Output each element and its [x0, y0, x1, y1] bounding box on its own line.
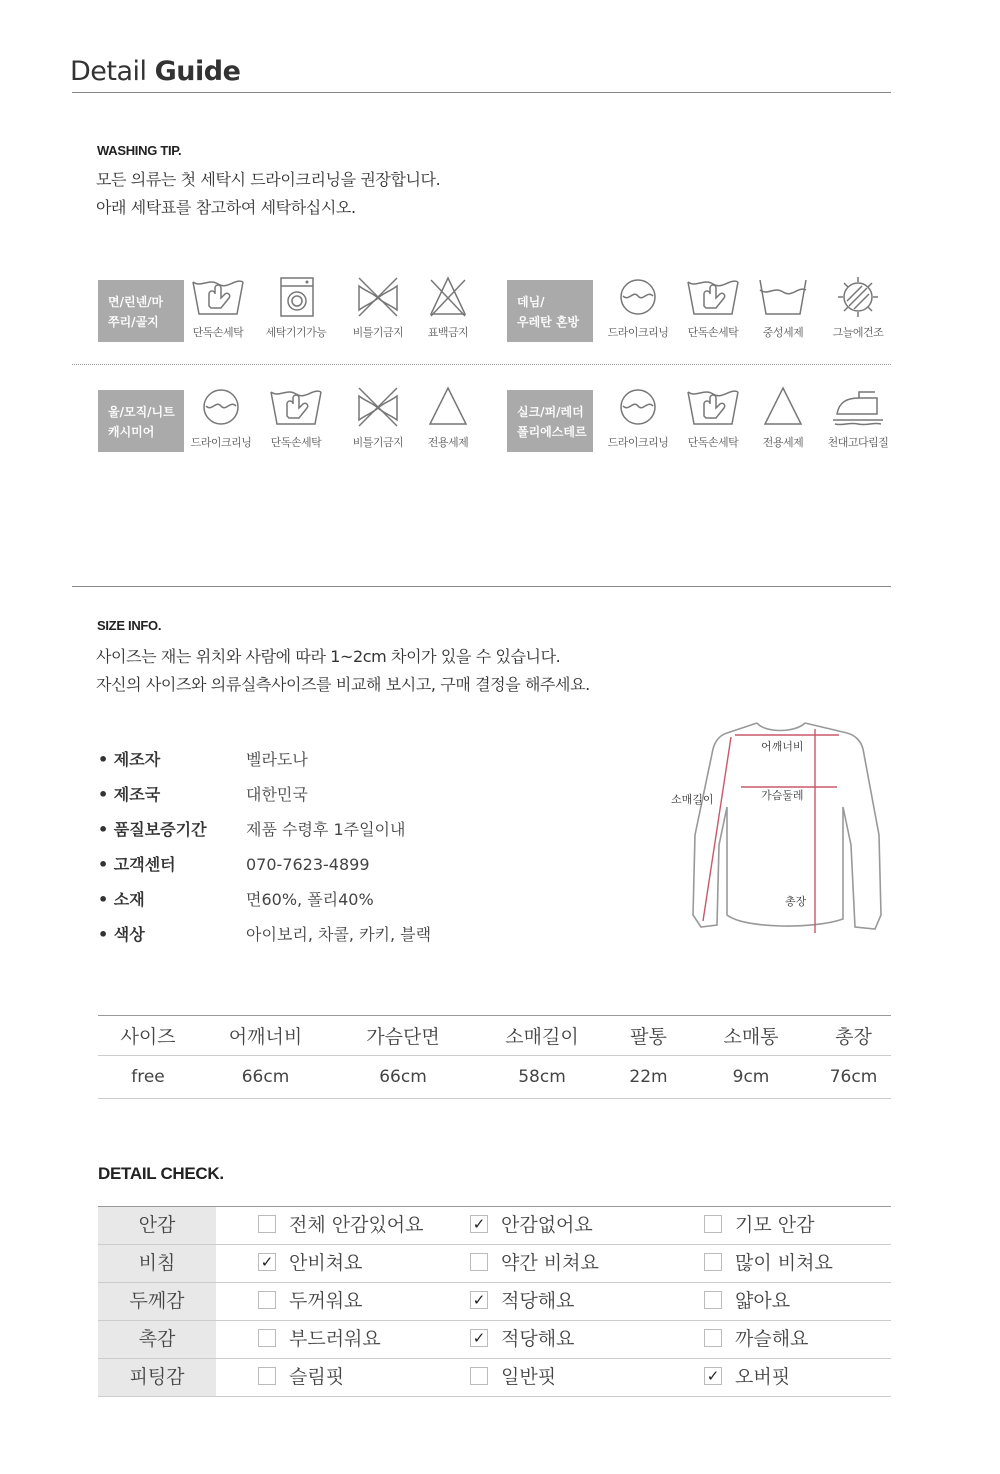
care-symbol [600, 386, 676, 450]
size-table [98, 1015, 891, 1099]
info-row [98, 917, 598, 952]
size-info-text [96, 643, 590, 699]
no-wring-icon [340, 386, 416, 428]
care-symbol-label: 전용세제 [427, 436, 469, 449]
iron-cloth-icon [820, 386, 896, 428]
info-value: 대한민국 [246, 785, 308, 804]
size-col-header: 소매길이 [473, 1016, 611, 1056]
info-row [98, 777, 598, 812]
care-symbol [258, 386, 334, 450]
page-title [70, 56, 240, 87]
checkbox-icon[interactable] [470, 1253, 488, 1271]
check-option-label: 안비쳐요 [289, 1252, 363, 1274]
dry-clean-icon [600, 276, 676, 318]
care-symbol-label: 전용세제 [762, 436, 804, 449]
care-symbol [820, 276, 896, 340]
check-option-label: 전체 안감있어요 [289, 1214, 424, 1236]
check-option[interactable] [704, 1245, 833, 1282]
care-symbol-label: 단독손세탁 [687, 436, 739, 449]
size-cell: free [98, 1056, 198, 1099]
no-bleach-icon [410, 276, 486, 318]
care-symbol-label: 천대고다림질 [827, 436, 889, 449]
check-option[interactable] [258, 1283, 362, 1320]
divider [72, 92, 891, 93]
size-cell: 66cm [198, 1056, 333, 1099]
info-value: 070-7623-4899 [246, 855, 370, 874]
check-row-head: 비침 [98, 1245, 216, 1282]
check-option-label: 얇아요 [735, 1290, 791, 1312]
check-option-label: 적당해요 [501, 1328, 575, 1350]
care-symbol [820, 386, 896, 450]
check-row [98, 1321, 891, 1359]
checkbox-icon[interactable] [258, 1215, 276, 1233]
checkbox-icon[interactable] [258, 1367, 276, 1385]
category-line: 실크/퍼/레더 [517, 405, 584, 419]
care-symbol-label: 그늘에건조 [832, 326, 884, 339]
check-option[interactable] [470, 1321, 574, 1358]
care-symbol [675, 386, 751, 450]
info-key: • 품질보증기간 [98, 820, 207, 839]
check-option[interactable] [470, 1359, 556, 1396]
checkbox-icon[interactable] [470, 1367, 488, 1385]
care-symbol-label: 드라이크리닝 [190, 436, 252, 449]
hand-wash-icon [180, 276, 256, 318]
category-line: 쭈리/골지 [108, 315, 159, 329]
category-line: 울/모직/니트 [108, 405, 175, 419]
check-row-head: 두께감 [98, 1283, 216, 1320]
size-col-header: 사이즈 [98, 1016, 198, 1056]
category-line: 면/린넨/마 [108, 295, 164, 309]
checked-box-icon[interactable]: ✓ [470, 1215, 488, 1233]
checked-box-icon[interactable]: ✓ [470, 1291, 488, 1309]
check-option[interactable] [470, 1283, 574, 1320]
size-cell: 22m [611, 1056, 686, 1099]
checkbox-icon[interactable] [258, 1329, 276, 1347]
check-option[interactable] [258, 1359, 344, 1396]
care-symbol-label: 표백금지 [427, 326, 469, 339]
divider [72, 586, 891, 587]
shoulder-label: 어깨너비 [761, 740, 804, 753]
info-key: • 색상 [98, 925, 145, 944]
checkbox-icon[interactable] [704, 1291, 722, 1309]
category-line: 캐시미어 [108, 425, 155, 439]
washing-tip-text [96, 166, 440, 222]
size-cell: 66cm [333, 1056, 473, 1099]
triangle-icon [745, 386, 821, 428]
check-option-label: 부드러워요 [289, 1328, 381, 1350]
hand-wash-icon [258, 386, 334, 428]
washing-tip-label: WASHING TIP. [97, 143, 182, 158]
fabric-category [98, 280, 184, 342]
care-symbol-label: 단독손세탁 [687, 326, 739, 339]
no-wring-icon [340, 276, 416, 318]
title-light: Detail [70, 56, 147, 87]
care-symbol-label: 비틀기금지 [352, 326, 404, 339]
washing-line-2: 아래 세탁표를 참고하여 세탁하십시오. [96, 198, 356, 217]
care-symbol [180, 276, 256, 340]
fabric-category [507, 390, 593, 452]
care-symbol [675, 276, 751, 340]
check-row-head: 촉감 [98, 1321, 216, 1358]
checked-box-icon[interactable]: ✓ [704, 1367, 722, 1385]
size-cell: 58cm [473, 1056, 611, 1099]
care-symbol [410, 276, 486, 340]
checked-box-icon[interactable]: ✓ [470, 1329, 488, 1347]
checkbox-icon[interactable] [258, 1291, 276, 1309]
size-col-header: 팔통 [611, 1016, 686, 1056]
check-option[interactable] [704, 1283, 790, 1320]
size-cell: 9cm [686, 1056, 816, 1099]
category-line: 폴리에스테르 [517, 425, 587, 439]
info-value: 면60%, 폴리40% [246, 890, 374, 909]
info-key: • 소재 [98, 890, 145, 909]
size-table-header [98, 1016, 891, 1056]
care-symbol [340, 386, 416, 450]
care-symbol-label: 드라이크리닝 [607, 436, 669, 449]
info-row [98, 847, 598, 882]
size-col-header: 소매통 [686, 1016, 816, 1056]
info-key: • 고객센터 [98, 855, 176, 874]
size-col-header: 가슴단면 [333, 1016, 473, 1056]
washing-machine-icon [258, 276, 334, 318]
neutral-detergent-icon [745, 276, 821, 318]
neckline-shape [757, 723, 805, 731]
title-bold: Guide [154, 56, 241, 87]
care-symbol-label: 비틀기금지 [352, 436, 404, 449]
fabric-category [507, 280, 593, 342]
check-option[interactable] [704, 1207, 814, 1244]
size-col-header: 어깨너비 [198, 1016, 333, 1056]
length-label: 총장 [785, 895, 807, 908]
chest-label: 가슴둘레 [761, 789, 804, 802]
check-option-label: 까슬해요 [735, 1328, 809, 1350]
care-symbol-label: 단독손세탁 [270, 436, 322, 449]
size-col-header: 총장 [816, 1016, 891, 1056]
care-symbol [183, 386, 259, 450]
care-symbol-label: 드라이크리닝 [607, 326, 669, 339]
size-line-1: 사이즈는 재는 위치와 사람에 따라 1~2cm 차이가 있을 수 있습니다. [96, 647, 561, 666]
size-cell: 76cm [816, 1056, 891, 1099]
check-option-label: 많이 비쳐요 [735, 1252, 833, 1274]
category-line: 데님/ [517, 295, 545, 309]
table-row [98, 1056, 891, 1099]
care-symbol-label: 중성세제 [762, 326, 804, 339]
info-value: 벨라도나 [246, 750, 308, 769]
size-line-2: 자신의 사이즈와 의류실측사이즈를 비교해 보시고, 구매 결정을 해주세요. [96, 675, 590, 694]
washing-line-1: 모든 의류는 첫 세탁시 드라이크리닝을 권장합니다. [96, 170, 441, 189]
dry-clean-icon [600, 386, 676, 428]
hand-wash-icon [675, 386, 751, 428]
check-option-label: 약간 비쳐요 [501, 1252, 599, 1274]
check-option[interactable] [704, 1359, 790, 1396]
fabric-category [98, 390, 184, 452]
check-option[interactable] [704, 1321, 808, 1358]
garment-diagram [665, 715, 890, 945]
check-option-label: 오버핏 [735, 1366, 791, 1388]
category-line: 우레탄 혼방 [517, 315, 580, 329]
dry-clean-icon [183, 386, 259, 428]
info-row [98, 812, 598, 847]
checkbox-icon[interactable] [704, 1253, 722, 1271]
check-option[interactable] [258, 1245, 362, 1282]
check-row-head: 피팅감 [98, 1359, 216, 1396]
shade-dry-icon [820, 276, 896, 318]
care-symbol-label: 세탁기기가능 [265, 326, 327, 339]
info-key: • 제조자 [98, 750, 161, 769]
check-option[interactable] [258, 1321, 381, 1358]
care-symbol-label: 단독손세탁 [192, 326, 244, 339]
check-option-label: 적당해요 [501, 1290, 575, 1312]
check-option-label: 기모 안감 [735, 1214, 815, 1236]
care-symbol [745, 386, 821, 450]
info-row [98, 882, 598, 917]
care-symbol [600, 276, 676, 340]
check-row [98, 1283, 891, 1321]
checkbox-icon[interactable] [704, 1215, 722, 1233]
triangle-icon [410, 386, 486, 428]
check-option-label: 일반핏 [501, 1366, 557, 1388]
check-row-head: 안감 [98, 1207, 216, 1244]
check-option[interactable] [470, 1245, 599, 1282]
check-row [98, 1207, 891, 1245]
check-option[interactable] [470, 1207, 593, 1244]
care-symbol [258, 276, 334, 340]
checked-box-icon[interactable]: ✓ [258, 1253, 276, 1271]
care-symbol [410, 386, 486, 450]
check-option-label: 안감없어요 [501, 1214, 593, 1236]
check-row [98, 1359, 891, 1397]
info-value: 제품 수령후 1주일이내 [246, 820, 406, 839]
info-row [98, 742, 598, 777]
care-symbol [745, 276, 821, 340]
care-symbol [340, 276, 416, 340]
check-option[interactable] [258, 1207, 424, 1244]
check-option-label: 두꺼워요 [289, 1290, 363, 1312]
size-info-label: SIZE INFO. [97, 618, 162, 633]
info-value: 아이보리, 차콜, 카키, 블랙 [246, 925, 432, 944]
hand-wash-icon [675, 276, 751, 318]
dotted-divider [72, 364, 891, 365]
check-option-label: 슬림핏 [289, 1366, 345, 1388]
detail-check-label: DETAIL CHECK. [98, 1164, 224, 1183]
sleeve-label: 소매길이 [671, 793, 714, 806]
checkbox-icon[interactable] [704, 1329, 722, 1347]
check-row [98, 1245, 891, 1283]
info-key: • 제조국 [98, 785, 161, 804]
